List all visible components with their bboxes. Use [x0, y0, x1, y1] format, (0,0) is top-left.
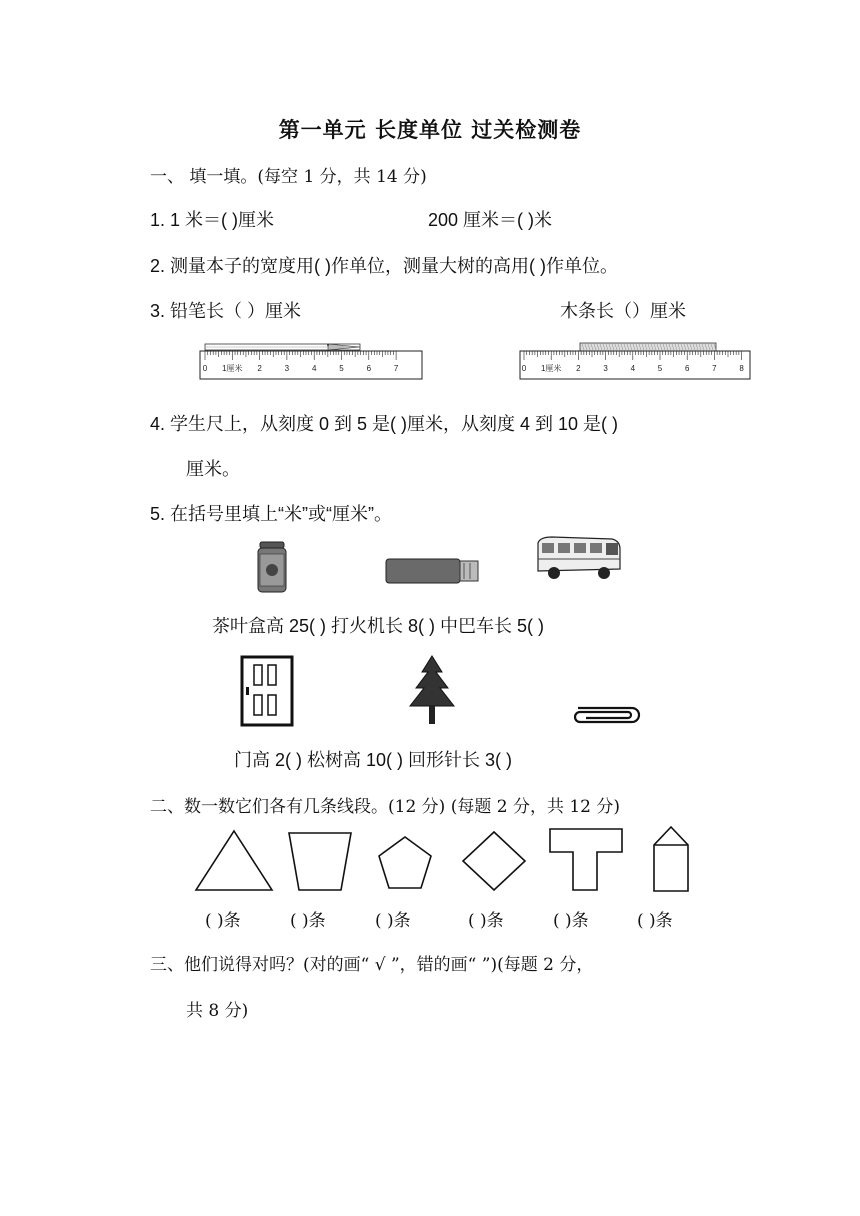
ruler-1-tick-label: 6 — [366, 364, 372, 373]
ruler-wood-figure — [518, 340, 754, 384]
ruler-1-tick-label: 1厘米 — [222, 364, 243, 373]
q5-row2-captions: 门高 2( ) 松树高 10( ) 回形针长 3( ) — [234, 750, 513, 770]
shape-answer-5: ( )条 — [553, 911, 589, 931]
trapezoid-shape — [286, 830, 354, 894]
q3-part-a: 3. 铅笔长（ ）厘米 — [150, 301, 302, 321]
house-shape — [651, 825, 691, 895]
ruler-1-tick-label: 5 — [339, 364, 344, 373]
shape-answer-6: ( )条 — [637, 911, 673, 931]
ruler-1-tick-label: 3 — [284, 364, 290, 373]
ruler-2-tick-label: 6 — [684, 364, 690, 373]
pentagon-shape — [376, 834, 434, 892]
ruler-2-tick-label: 8 — [739, 364, 744, 373]
ruler-2-tick-label: 4 — [630, 364, 636, 373]
t-shape — [547, 826, 625, 894]
lighter-icon — [384, 555, 484, 587]
ruler-2-tick-label: 1厘米 — [540, 364, 562, 373]
shape-answer-1: ( )条 — [205, 911, 241, 931]
ruler-2-tick-label: 3 — [603, 364, 608, 373]
ruler-pencil-figure — [198, 340, 428, 384]
pine-tree-icon — [402, 654, 462, 726]
tea-caddy-icon — [254, 540, 290, 596]
q1-part-b: 200 厘米＝( )米 — [428, 210, 553, 230]
q4-line1: 4. 学生尺上，从刻度 0 到 5 是( )厘米，从刻度 4 到 10 是( ) — [150, 414, 619, 434]
wood-strip-icon — [580, 343, 716, 351]
q4-line2: 厘米。 — [186, 459, 240, 479]
page-title: 第一单元 长度单位 过关检测卷 — [278, 118, 582, 142]
shape-answer-3: ( )条 — [375, 911, 411, 931]
shape-answer-4: ( )条 — [468, 911, 504, 931]
ruler-2-tick-label: 0 — [521, 364, 527, 373]
section3-line1: 三、他们说得对吗？(对的画“ √ ”，错的画“ ”)(每题 2 分， — [150, 955, 594, 975]
shape-answer-2: ( )条 — [290, 911, 326, 931]
diamond-shape — [461, 830, 527, 892]
q2-text: 2. 测量本子的宽度用( )作单位，测量大树的高用( )作单位。 — [150, 256, 618, 276]
ruler-2 — [520, 351, 750, 379]
ruler-1-tick-label: 0 — [202, 364, 208, 373]
minibus-icon — [532, 533, 624, 585]
ruler-2-tick-label: 7 — [712, 364, 717, 373]
pencil-icon — [205, 344, 360, 350]
section3-line2: 共 8 分) — [186, 1001, 249, 1021]
q3-part-b: 木条长（）厘米 — [560, 301, 686, 321]
ruler-1 — [200, 351, 422, 379]
door-icon — [240, 655, 294, 727]
q5-row1-captions: 茶叶盒高 25( ) 打火机长 8( ) 中巴车长 5( ) — [212, 616, 545, 636]
q5-heading: 5. 在括号里填上“米”或“厘米”。 — [150, 504, 392, 524]
ruler-1-tick-label: 4 — [311, 364, 317, 373]
paper-clip-icon — [568, 704, 642, 726]
q1-part-a: 1. 1 米＝( )厘米 — [150, 210, 275, 230]
ruler-1-tick-label: 2 — [257, 364, 262, 373]
ruler-1-tick-label: 7 — [393, 364, 399, 373]
section1-heading: 一、 填一填。(每空 1 分，共 14 分) — [150, 167, 427, 187]
ruler-2-tick-label: 5 — [657, 364, 663, 373]
section2-heading: 二、数一数它们各有几条线段。(12 分) (每题 2 分，共 12 分) — [150, 797, 621, 817]
ruler-2-tick-label: 2 — [576, 364, 581, 373]
triangle-shape — [192, 828, 276, 894]
